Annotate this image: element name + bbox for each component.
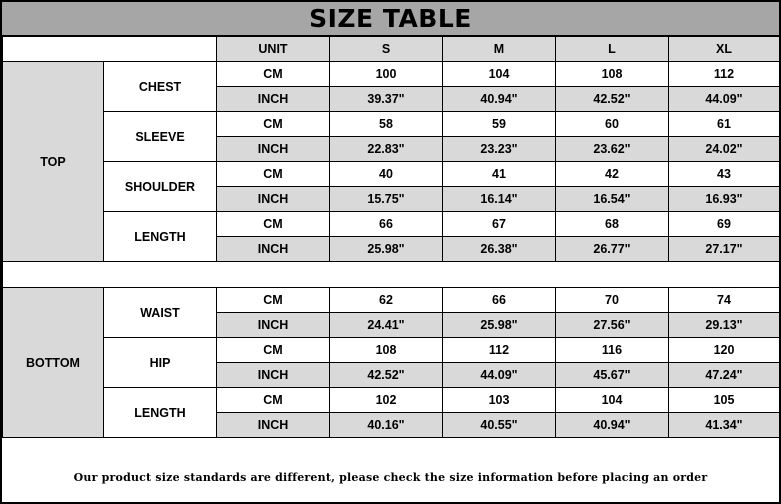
value-cell: 29.13" [669,313,780,338]
value-cell: 16.93" [669,187,780,212]
table-row-cm [3,288,780,313]
value-cell: 102 [330,388,443,413]
header-cell-l: L [556,37,669,62]
value-cell: 104 [556,388,669,413]
value-cell: 25.98" [330,237,443,262]
value-cell: 74 [669,288,780,313]
value-cell: 47.24" [669,363,780,388]
value-cell: 42.52" [330,363,443,388]
value-cell: 103 [443,388,556,413]
value-cell: 44.09" [669,87,780,112]
unit-cell: CM [217,388,330,413]
value-cell: 25.98" [443,313,556,338]
section-spacer-row [3,262,780,288]
footer-note: Our product size standards are different, please check the size information before placing an order [73,470,708,484]
value-cell: 43 [669,162,780,187]
value-cell: 22.83" [330,137,443,162]
measure-label-cell: LENGTH [104,388,217,438]
table-row-cm [3,388,780,413]
section-spacer-cell [3,262,780,288]
unit-cell: INCH [217,187,330,212]
value-cell: 66 [330,212,443,237]
unit-cell: CM [217,62,330,87]
unit-cell: INCH [217,87,330,112]
value-cell: 70 [556,288,669,313]
value-cell: 40.94" [556,413,669,438]
value-cell: 116 [556,338,669,363]
measure-label-cell: LENGTH [104,212,217,262]
value-cell: 58 [330,112,443,137]
measure-label-cell: CHEST [104,62,217,112]
value-cell: 39.37" [330,87,443,112]
value-cell: 44.09" [443,363,556,388]
header-cell-m: M [443,37,556,62]
value-cell: 112 [443,338,556,363]
value-cell: 16.14" [443,187,556,212]
header-blank-cell [3,37,217,62]
value-cell: 105 [669,388,780,413]
unit-cell: INCH [217,313,330,338]
value-cell: 42 [556,162,669,187]
value-cell: 26.38" [443,237,556,262]
value-cell: 59 [443,112,556,137]
value-cell: 60 [556,112,669,137]
value-cell: 27.17" [669,237,780,262]
value-cell: 120 [669,338,780,363]
unit-cell: CM [217,162,330,187]
value-cell: 68 [556,212,669,237]
value-cell: 67 [443,212,556,237]
table-row-cm [3,162,780,187]
value-cell: 16.54" [556,187,669,212]
value-cell: 61 [669,112,780,137]
unit-cell: CM [217,288,330,313]
unit-cell: INCH [217,363,330,388]
unit-cell: CM [217,112,330,137]
table-row-cm [3,212,780,237]
value-cell: 24.02" [669,137,780,162]
measure-label-cell: SHOULDER [104,162,217,212]
value-cell: 23.23" [443,137,556,162]
value-cell: 62 [330,288,443,313]
unit-cell: INCH [217,413,330,438]
value-cell: 27.56" [556,313,669,338]
header-row [3,37,780,62]
value-cell: 26.77" [556,237,669,262]
value-cell: 24.41" [330,313,443,338]
value-cell: 100 [330,62,443,87]
section-label-cell: TOP [3,62,104,262]
value-cell: 104 [443,62,556,87]
value-cell: 69 [669,212,780,237]
value-cell: 66 [443,288,556,313]
page-title: SIZE TABLE [2,2,779,36]
value-cell: 41 [443,162,556,187]
value-cell: 112 [669,62,780,87]
header-cell-xl: XL [669,37,780,62]
value-cell: 41.34" [669,413,780,438]
section-label-cell: BOTTOM [3,288,104,438]
table-row-cm [3,338,780,363]
table-row-cm [3,62,780,87]
header-cell-s: S [330,37,443,62]
value-cell: 45.67" [556,363,669,388]
measure-label-cell: WAIST [104,288,217,338]
measure-label-cell: SLEEVE [104,112,217,162]
value-cell: 23.62" [556,137,669,162]
size-table-body [3,37,780,438]
value-cell: 15.75" [330,187,443,212]
value-cell: 40 [330,162,443,187]
unit-cell: CM [217,212,330,237]
size-table [2,36,780,438]
unit-cell: CM [217,338,330,363]
value-cell: 40.16" [330,413,443,438]
value-cell: 40.94" [443,87,556,112]
unit-cell: INCH [217,137,330,162]
value-cell: 108 [556,62,669,87]
value-cell: 42.52" [556,87,669,112]
table-row-cm [3,112,780,137]
measure-label-cell: HIP [104,338,217,388]
unit-cell: INCH [217,237,330,262]
value-cell: 108 [330,338,443,363]
value-cell: 40.55" [443,413,556,438]
header-cell-unit: UNIT [217,37,330,62]
